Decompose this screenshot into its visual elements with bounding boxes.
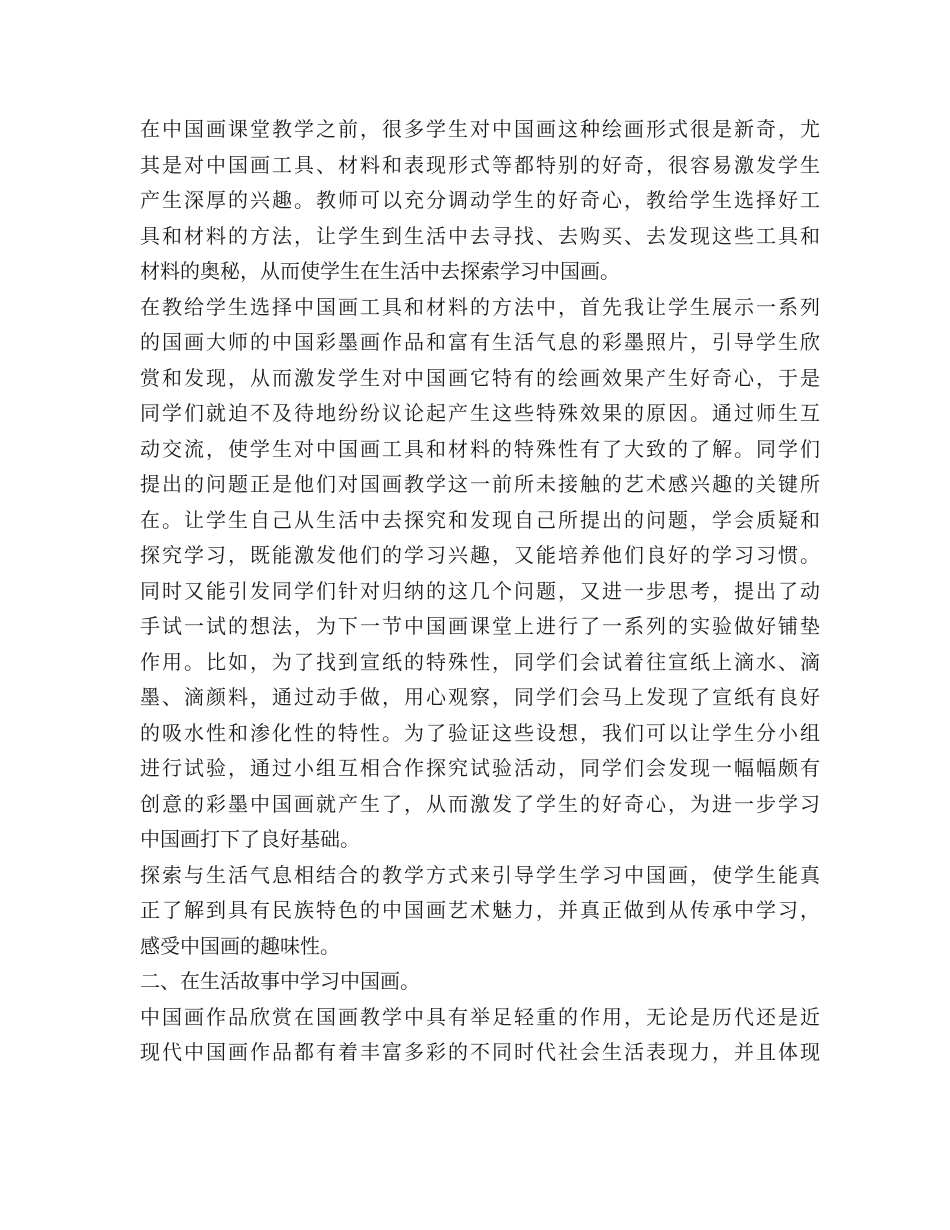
text-line: 在。让学生自己从生活中去探究和发现自己所提出的问题，学会质疑和 [140,507,820,532]
text-line: 的国画大师的中国彩墨画作品和富有生活气息的彩墨照片，引导学生欣 [140,330,820,354]
heading-line: 二、在生活故事中学习中国画。 [140,969,420,993]
paragraph [140,858,820,965]
text-line: 创意的彩墨中国画就产生了，从而激发了学生的好奇心，为进一步学习 [140,791,820,816]
text-line: 赏和发现，从而激发学生对中国画它特有的绘画效果产生好奇心，于是 [140,365,820,390]
text-line: 手试一试的想法，为下一节中国画课堂上进行了一系列的实验做好铺垫 [140,614,820,638]
text-line: 材料的奥秘，从而使学生在生活中去探索学习中国画。 [140,259,620,283]
text-line: 中国画打下了良好基础。 [140,827,360,851]
text-line: 正了解到具有民族特色的中国画艺术魅力，并真正做到从传承中学习， [140,898,820,922]
text-line: 同学们就迫不及待地纷纷议论起产生这些特殊效果的原因。通过师生互 [140,401,820,425]
text-line: 作用。比如，为了找到宣纸的特殊性，同学们会试着往宣纸上滴水、滴 [140,649,820,674]
text-line: 动交流，使学生对中国画工具和材料的特殊性有了大致的了解。同学们 [140,436,820,461]
text-line: 感受中国画的趣味性。 [140,933,340,958]
text-line: 探究学习，既能激发他们的学习兴趣，又能培养他们良好的学习习惯。 [140,543,820,567]
text-line: 具和材料的方法，让学生到生活中去寻找、去购买、去发现这些工具和 [140,223,820,248]
body-text [140,112,820,1071]
text-line: 产生深厚的兴趣。教师可以充分调动学生的好奇心，教给学生选择好工 [140,188,820,212]
text-line: 同时又能引发同学们针对归纳的这几个问题，又进一步思考，提出了动 [140,578,820,603]
text-line: 在中国画课堂教学之前，很多学生对中国画这种绘画形式很是新奇，尤 [140,117,820,141]
paragraph [140,112,820,290]
text-line: 墨、滴颜料，通过动手做，用心观察，同学们会马上发现了宣纸有良好 [140,685,820,709]
section-heading [140,964,820,1000]
text-line: 探索与生活气息相结合的教学方式来引导学生学习中国画，使学生能真 [140,862,820,887]
paragraph [140,1000,820,1071]
text-line: 其是对中国画工具、材料和表现形式等都特别的好奇，很容易激发学生 [140,152,820,177]
text-line: 现代中国画作品都有着丰富多彩的不同时代社会生活表现力，并且体现 [140,1040,820,1064]
text-line: 在教给学生选择中国画工具和材料的方法中，首先我让学生展示一系列 [140,294,820,319]
paragraph [140,290,820,858]
text-line: 中国画作品欣赏在国画教学中具有举足轻重的作用，无论是历代还是近 [140,1004,820,1029]
text-line: 进行试验，通过小组互相合作探究试验活动，同学们会发现一幅幅颇有 [140,756,820,780]
text-line: 的吸水性和渗化性的特性。为了验证这些设想，我们可以让学生分小组 [140,720,820,745]
text-line: 提出的问题正是他们对国画教学这一前所未接触的艺术感兴趣的关键所 [140,472,820,496]
